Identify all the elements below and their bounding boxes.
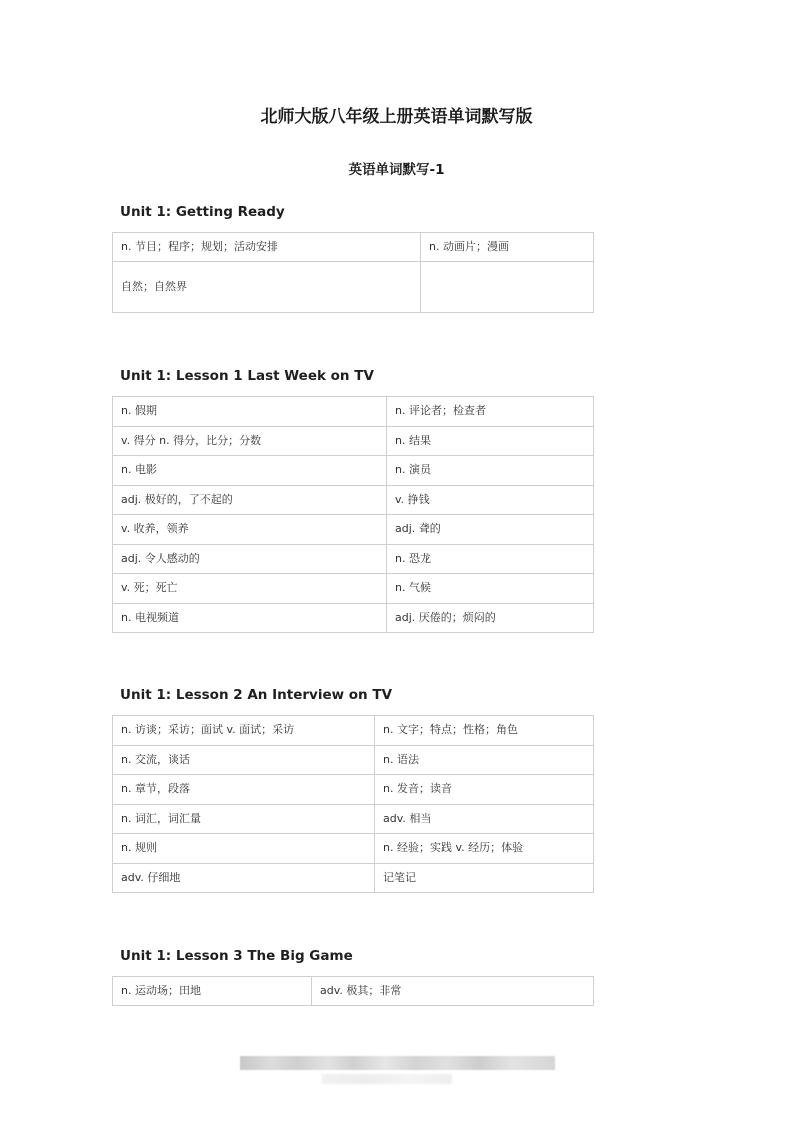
table-row <box>113 716 594 746</box>
vocab-cell: n. 运动场；田地 <box>113 977 312 1006</box>
vocab-table-getting-ready <box>112 232 594 313</box>
table-row <box>113 863 594 893</box>
vocab-cell: n. 假期 <box>113 397 387 427</box>
table-row <box>113 574 594 604</box>
vocab-cell: v. 得分 n. 得分，比分；分数 <box>113 426 387 456</box>
vocab-cell: n. 节目；程序；规划；活动安排 <box>113 233 421 262</box>
table-row <box>113 515 594 545</box>
vocab-cell: n. 交流，谈话 <box>113 745 375 775</box>
vocab-cell: n. 演员 <box>387 456 594 486</box>
vocab-cell: n. 语法 <box>375 745 594 775</box>
vocab-table-lesson-3 <box>112 976 594 1006</box>
table-row <box>113 834 594 864</box>
table-row <box>113 397 594 427</box>
document-title: 北师大版八年级上册英语单词默写版 <box>260 107 533 127</box>
vocab-cell: v. 收养，领养 <box>113 515 387 545</box>
table-row <box>113 804 594 834</box>
vocab-cell: n. 文字；特点；性格；角色 <box>375 716 594 746</box>
vocab-cell: n. 章节，段落 <box>113 775 375 805</box>
vocab-cell: n. 评论者；检查者 <box>387 397 594 427</box>
table-row <box>113 262 594 313</box>
table-row <box>113 456 594 486</box>
table-row <box>113 544 594 574</box>
section-heading-lesson-2: Unit 1: Lesson 2 An Interview on TV <box>120 687 393 703</box>
document-subtitle: 英语单词默写-1 <box>348 162 445 178</box>
vocab-cell: adj. 厌倦的；烦闷的 <box>387 603 594 633</box>
table-row <box>113 603 594 633</box>
vocab-table-lesson-1 <box>112 396 594 633</box>
vocab-cell: n. 电影 <box>113 456 387 486</box>
vocab-cell: n. 词汇，词汇量 <box>113 804 375 834</box>
table-row <box>113 426 594 456</box>
vocab-cell: adj. 令人感动的 <box>113 544 387 574</box>
vocab-cell: n. 气候 <box>387 574 594 604</box>
vocab-cell: 记笔记 <box>375 863 594 893</box>
vocab-cell: n. 结果 <box>387 426 594 456</box>
table-row <box>113 977 594 1006</box>
table-row <box>113 485 594 515</box>
vocab-cell: n. 恐龙 <box>387 544 594 574</box>
vocab-cell: v. 挣钱 <box>387 485 594 515</box>
section-heading-getting-ready: Unit 1: Getting Ready <box>120 204 285 220</box>
section-heading-lesson-1: Unit 1: Lesson 1 Last Week on TV <box>120 368 374 384</box>
vocab-cell: n. 电视频道 <box>113 603 387 633</box>
vocab-cell: n. 经验；实践 v. 经历；体验 <box>375 834 594 864</box>
vocab-cell: adv. 极其；非常 <box>312 977 594 1006</box>
table-row <box>113 775 594 805</box>
blurred-footer-watermark <box>240 1056 555 1070</box>
vocab-cell: adv. 仔细地 <box>113 863 375 893</box>
vocab-cell: n. 发音；读音 <box>375 775 594 805</box>
table-row <box>113 745 594 775</box>
vocab-cell: n. 访谈；采访；面试 v. 面试；采访 <box>113 716 375 746</box>
vocab-cell: n. 规则 <box>113 834 375 864</box>
vocab-table-lesson-2 <box>112 715 594 893</box>
blurred-footer-watermark-secondary <box>322 1074 452 1084</box>
table-row <box>113 233 594 262</box>
vocab-cell: adj. 聋的 <box>387 515 594 545</box>
section-heading-lesson-3: Unit 1: Lesson 3 The Big Game <box>120 948 353 964</box>
vocab-cell: v. 死；死亡 <box>113 574 387 604</box>
vocab-cell: 自然；自然界 <box>113 262 421 313</box>
vocab-cell: n. 动画片；漫画 <box>421 233 594 262</box>
vocab-cell: adj. 极好的，了不起的 <box>113 485 387 515</box>
vocab-cell: adv. 相当 <box>375 804 594 834</box>
vocab-cell <box>421 262 594 313</box>
